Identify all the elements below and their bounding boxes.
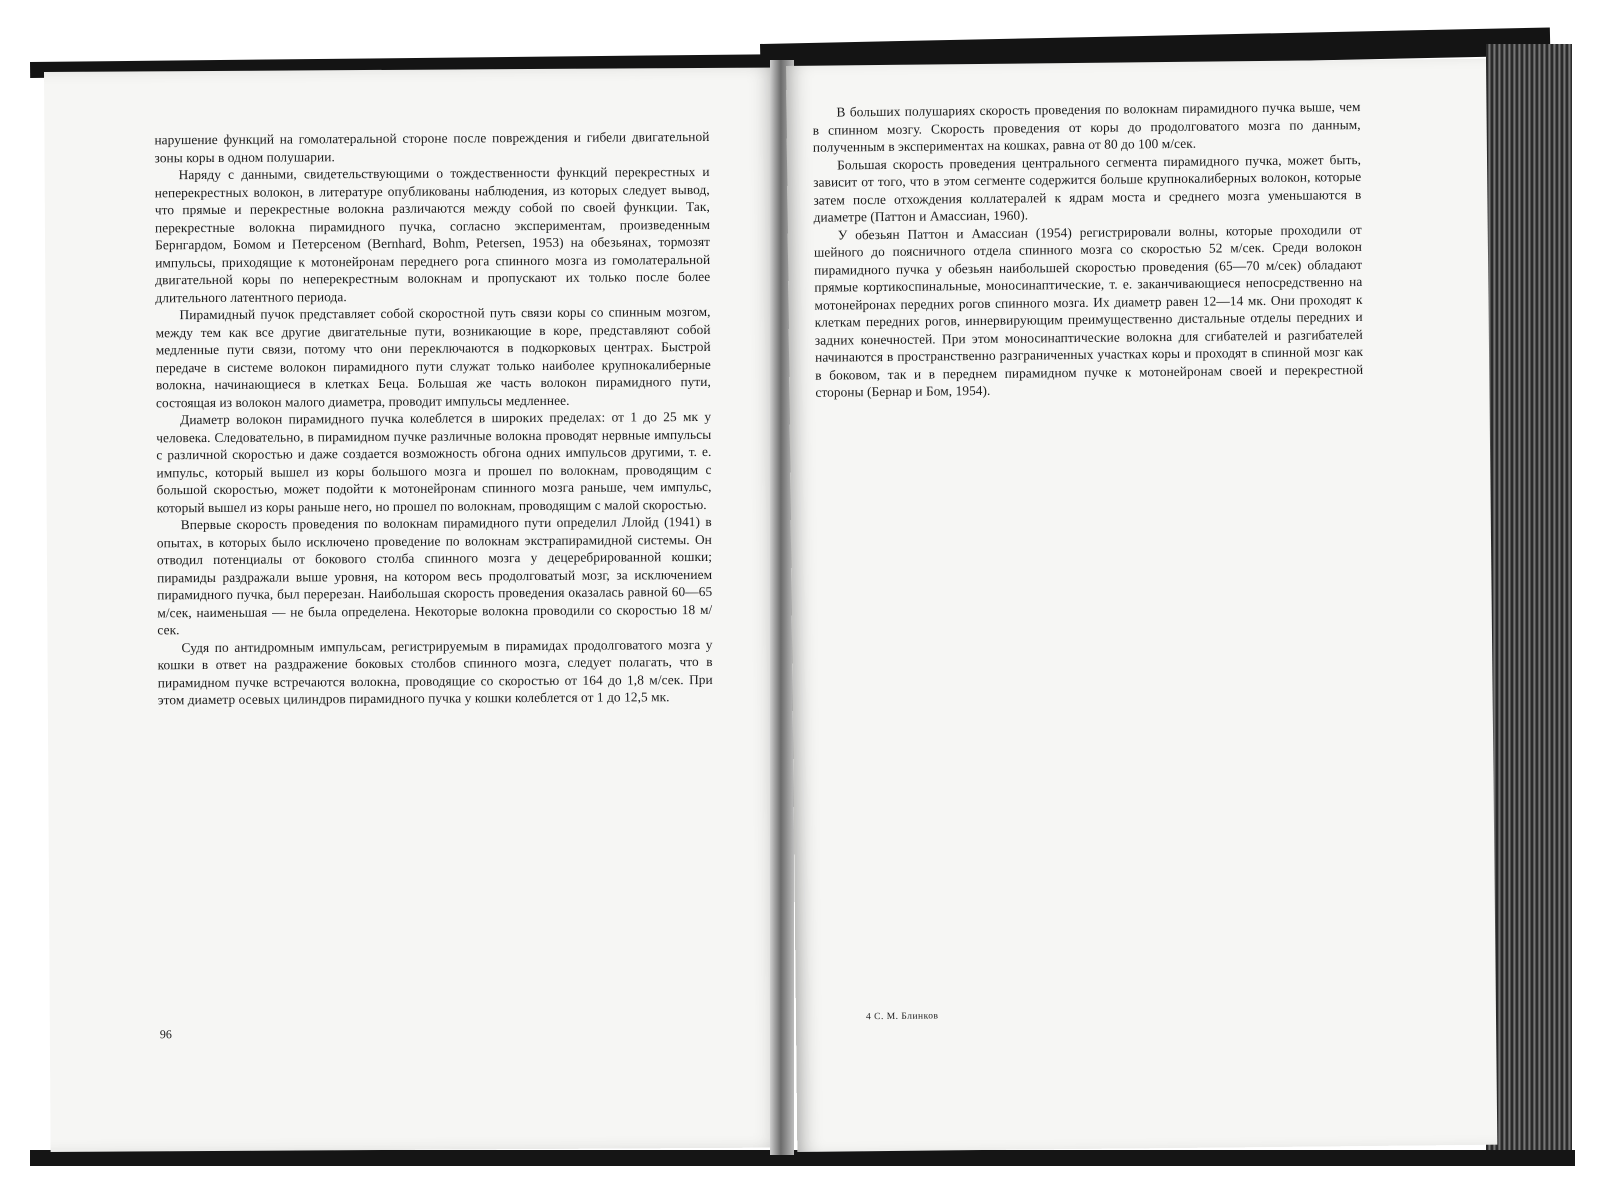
left-paragraph-6: Судя по антидромным импульсам, регистрируемым в пирамидах продолговатого мозга у кошки в ответ на раздражение боковых столбов спинного мозга, следует полагать, что в пирамидном пучке встречаются волокна, проводящие со скоростью от 164 до 1,8 м/сек. При этом диаметр осевых цилиндров пирамидного пучка у кошки колеблется от 1 до 12,5 мк. [157,636,713,708]
page-number: 96 [159,1027,172,1042]
right-paragraph-3: У обезьян Паттон и Амассиан (1954) регистрировали волны, которые проходили от шейного до поясничного отдела спинного мозга со скоростью 52 м/сек. Среди волокон пирамидного пучка у обезьян наибольшей скоростью проведения (65—70 м/сек) обладают прямые кортикоспинальные, моносинаптические, т. е. заканчивающиеся непосредственно на мотонейронах передних рогов спинного мозга. Их диаметр равен 12—14 мк. Они проходят к клеткам передних рогов, иннервирующим преимущественно дистальные отделы передних и задних конечностей. При этом моносинаптические волокна для сгибателей и разгибателей начинаются в пространственно разграниченных участках коры и проходят в спинной мозг как в боковом, так и в переднем пирамидном пучке к мотонейронам своей и перекрестной стороны (Бернар и Бом, 1954). [813,221,1364,400]
page-edges [1486,44,1572,1150]
signature-mark: 4 С. М. Блинков [865,1011,939,1023]
left-paragraph-5: Впервые скорость проведения по волокнам пирамидного пути определил Ллойд (1941) в опытах, в которых было исключено проведение по волокнам экстрапирамидной системы. Он отводил потенциалы от бокового столба спинного мозга у децеребрированной кошки; пирамиды раздражали выше уровня, на котором весь продолговатый мозг, за исключением пирамидного пучка, был перерезан. Наибольшая скорость проведения оказалась равной 60—65 м/сек, наименьшая — не была определена. Некоторые волокна проводили со скоростью 18 м/сек. [156,513,713,638]
right-page-text [812,98,1363,401]
right-paragraph-2: Большая скорость проведения центрального сегмента пирамидного пучка, может быть, зависит от того, что в этом сегменте содержится больше крупнокалиберных волокон, которые затем после отхождения коллатералей к ядрам моста и среднего мозга уменьшаются в диаметре (Паттон и Амассиан, 1960). [813,151,1362,225]
left-paragraph-4: Диаметр волокон пирамидного пучка колеблется в широких пределах: от 1 до 25 мк у человека. Следовательно, в пирамидном пучке различные волокна проводят нервные импульсы с различной скоростью и даже создается возможность обгона одних импульсов другими, т. е. импульс, который вышел из коры большого мозга и прошел по волокнам, проводящим с большой скоростью, может подойти к мотонейронам спинного мозга раньше, чем импульс, который вышел из коры раньше него, но прошел по волокнам, проводящим с малой скоростью. [156,408,712,515]
left-paragraph-2: Наряду с данными, свидетельствующими о тождественности функций перекрестных и неперекрестных волокон, в литературе опубликованы наблюдения, из которых следует вывод, что прямые и перекрестные волокна различаются между собой по своей функции. Так, перекрестные волокна пирамидного пучка, согласно экспериментам, произведенным Бернгардом, Бомом и Петерсеном (Bernhard, Bohm, Petersen, 1953) на обезьянах, тормозят импульсы, приходящие к мотонейронам переднего рога спинного мозга из гомолатеральной двигательной коры по неперекрестным волокнам и пропускают их только после более длительного латентного периода. [154,163,711,305]
left-page-text [154,128,713,709]
left-paragraph-3: Пирамидный пучок представляет собой скоростной путь связи коры со спинным мозгом, между тем как все другие двигательные пути, возникающие в коре, представляют собой медленные пути связи, потому что они переключаются в подкорковых центрах. Быстрой передаче в системе волокон пирамидного пути служат только наиболее крупнокалиберные волокна, начинающиеся в клетках Беца. Большая же часть волокон пирамидного пути, состоящая из волокон малого диаметра, проводит импульсы медленнее. [155,303,711,410]
right-paragraph-1: В больших полушариях скорость проведения по волокнам пирамидного пучка выше, чем в спинном мозгу. Скорость проведения от коры до продолговатого мозга по данным, полученным в экспериментах на кошках, равна от 80 до 100 м/сек. [812,98,1361,155]
right-page [786,59,1497,1152]
bottom-frame [30,1150,1575,1166]
left-paragraph-1: нарушение функций на гомолатеральной стороне после повреждения и гибели двигательной зоны коры в одном полушарии. [154,128,710,165]
left-page [44,68,786,1152]
